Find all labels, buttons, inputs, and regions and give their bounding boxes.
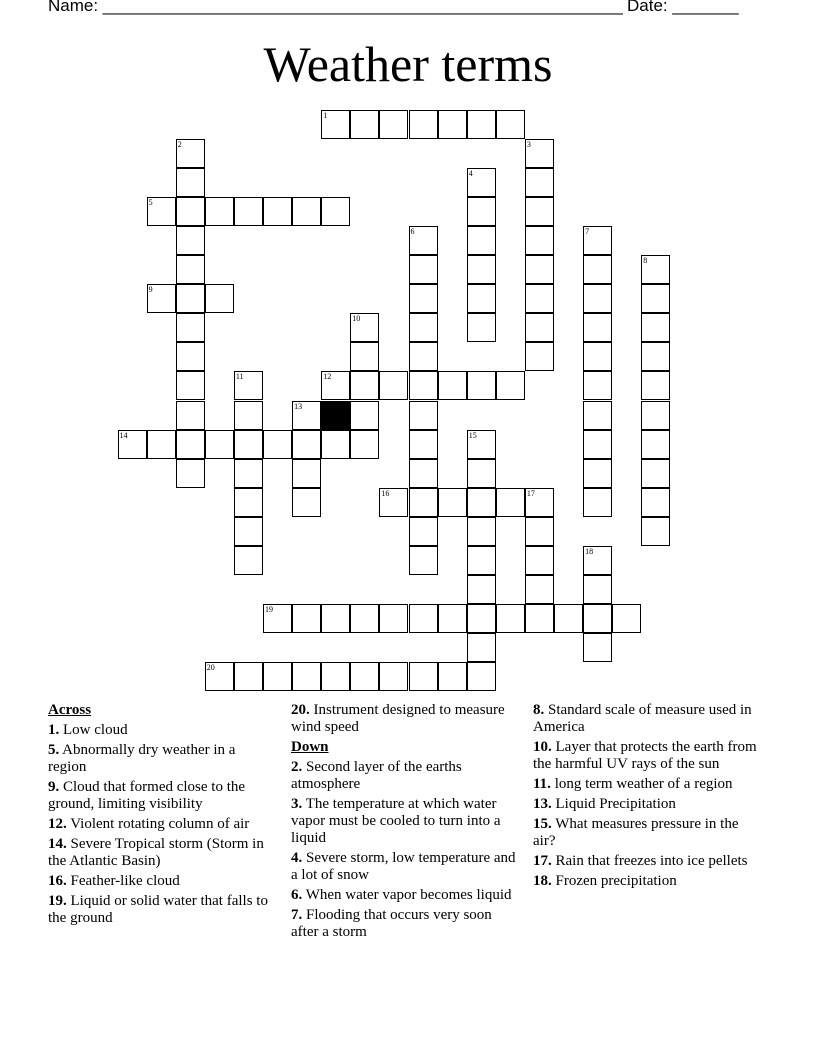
- grid-cell[interactable]: [176, 430, 205, 459]
- clue-text: long term weather of a region: [550, 776, 733, 792]
- grid-cell[interactable]: [467, 488, 496, 517]
- clue-item: [533, 796, 761, 813]
- grid-cell[interactable]: [525, 313, 554, 342]
- clue-text: Severe Tropical storm (Storm in the Atlantic Basin): [48, 836, 264, 869]
- grid-cell[interactable]: [234, 371, 263, 400]
- grid-cell[interactable]: [409, 371, 438, 400]
- clue-number: 19.: [48, 893, 67, 909]
- clue-number: 11.: [533, 776, 551, 792]
- cell-number: 20: [206, 663, 215, 673]
- grid-cell[interactable]: [525, 139, 554, 168]
- cell-number: 8: [643, 256, 648, 265]
- clue-number: 6.: [291, 887, 303, 903]
- grid-cell[interactable]: [321, 371, 350, 400]
- clue-text: Flooding that occurs very soon after a storm: [291, 907, 492, 940]
- clue-number: 1.: [48, 722, 60, 738]
- grid-cell[interactable]: [641, 313, 670, 342]
- grid-cell[interactable]: [525, 546, 554, 575]
- grid-cell[interactable]: [234, 197, 263, 226]
- cell-number: 12: [323, 372, 332, 382]
- grid-cell[interactable]: [496, 110, 525, 139]
- clue-item: [533, 776, 761, 793]
- clue-text: Frozen precipitation: [551, 873, 677, 889]
- grid-cell[interactable]: [438, 110, 467, 139]
- grid-cell[interactable]: [525, 517, 554, 546]
- clue-text: The temperature at which water vapor must be cooled to turn into a liquid: [291, 796, 501, 846]
- grid-cell[interactable]: [379, 488, 408, 517]
- grid-cell[interactable]: [409, 110, 438, 139]
- grid-cell[interactable]: [321, 430, 350, 459]
- clue-item: [48, 873, 276, 890]
- clue-number: 5.: [48, 742, 60, 758]
- grid-cell[interactable]: [350, 371, 379, 400]
- grid-cell[interactable]: [583, 371, 612, 400]
- grid-cell[interactable]: [350, 401, 379, 430]
- clue-item: [533, 702, 761, 736]
- clue-text: Rain that freezes into ice pellets: [551, 853, 748, 869]
- grid-cell[interactable]: [292, 197, 321, 226]
- grid-cell[interactable]: [205, 662, 234, 691]
- clue-text: Cloud that formed close to the ground, limiting visibility: [48, 779, 246, 812]
- clue-number: 10.: [533, 739, 552, 755]
- grid-cell[interactable]: [467, 575, 496, 604]
- cell-number: 17: [526, 488, 535, 498]
- grid-cell[interactable]: [234, 488, 263, 517]
- clue-text: Feather-like cloud: [66, 873, 180, 889]
- grid-cell[interactable]: [641, 488, 670, 517]
- grid-cell[interactable]: [234, 517, 263, 546]
- grid-cell[interactable]: [409, 226, 438, 255]
- grid-cell[interactable]: [496, 604, 525, 633]
- grid-cell[interactable]: [583, 575, 612, 604]
- cell-number: 6: [410, 226, 415, 236]
- grid-cell[interactable]: [467, 226, 496, 255]
- grid-cell[interactable]: [350, 342, 379, 371]
- clue-text: Second layer of the earths atmosphere: [291, 759, 462, 792]
- clue-number: 4.: [291, 850, 303, 866]
- clues-column-1: [48, 702, 276, 930]
- clue-number: 16.: [48, 873, 67, 889]
- grid-cell[interactable]: [409, 313, 438, 342]
- grid-cell[interactable]: [176, 459, 205, 488]
- grid-cell[interactable]: [292, 662, 321, 691]
- grid-cell[interactable]: [292, 604, 321, 633]
- grid-cell[interactable]: [583, 488, 612, 517]
- date-field-label[interactable]: Date: _______: [627, 0, 739, 15]
- grid-cell[interactable]: [641, 284, 670, 313]
- clue-number: 18.: [533, 873, 552, 889]
- grid-cell[interactable]: [379, 662, 408, 691]
- grid-cell[interactable]: [176, 139, 205, 168]
- grid-cell[interactable]: [176, 226, 205, 255]
- grid-cell[interactable]: [438, 371, 467, 400]
- cell-number: 3: [526, 139, 531, 149]
- grid-cell[interactable]: [525, 168, 554, 197]
- cell-number: 2: [177, 139, 182, 149]
- grid-cell[interactable]: [176, 197, 205, 226]
- clue-item: [291, 887, 519, 904]
- cell-number: 4: [468, 168, 473, 178]
- grid-cell[interactable]: [409, 517, 438, 546]
- grid-block: [321, 401, 350, 430]
- cell-number: 14: [119, 430, 128, 440]
- clue-number: 20.: [291, 702, 310, 718]
- grid-cell[interactable]: [176, 255, 205, 284]
- grid-cell[interactable]: [583, 342, 612, 371]
- clue-text: Layer that protects the earth from the harmful UV rays of the sun: [533, 739, 757, 772]
- grid-cell[interactable]: [467, 371, 496, 400]
- grid-cell[interactable]: [554, 604, 583, 633]
- cell-number: 19: [265, 605, 273, 615]
- grid-cell[interactable]: [467, 255, 496, 284]
- grid-cell[interactable]: [379, 604, 408, 633]
- grid-cell[interactable]: [234, 459, 263, 488]
- grid-cell[interactable]: [350, 110, 379, 139]
- clue-number: 12.: [48, 816, 67, 832]
- clue-item: [533, 816, 761, 850]
- grid-cell[interactable]: [583, 459, 612, 488]
- grid-cell[interactable]: [379, 371, 408, 400]
- grid-cell[interactable]: [292, 430, 321, 459]
- grid-cell[interactable]: [583, 604, 612, 633]
- grid-cell[interactable]: [467, 168, 496, 197]
- clue-item: [48, 816, 276, 833]
- clue-text: Severe storm, low temperature and a lot of snow: [291, 850, 516, 883]
- grid-cell[interactable]: [438, 488, 467, 517]
- grid-cell[interactable]: [583, 546, 612, 575]
- clue-number: 2.: [291, 759, 303, 775]
- clue-section-heading: Down: [291, 739, 329, 755]
- grid-cell[interactable]: [379, 110, 408, 139]
- grid-cell[interactable]: [292, 459, 321, 488]
- grid-cell[interactable]: [438, 662, 467, 691]
- clue-item: [291, 796, 519, 847]
- grid-cell[interactable]: [234, 546, 263, 575]
- clue-text: Standard scale of measure used in America: [533, 702, 752, 735]
- grid-cell[interactable]: [147, 284, 176, 313]
- clue-text: Liquid or solid water that falls to the ground: [48, 893, 268, 926]
- clue-item: [48, 779, 276, 813]
- clue-text: When water vapor becomes liquid: [302, 887, 512, 903]
- clue-item: [533, 853, 761, 870]
- clue-item: [48, 722, 276, 739]
- grid-cell[interactable]: [321, 197, 350, 226]
- grid-cell[interactable]: [321, 662, 350, 691]
- clue-number: 15.: [533, 816, 552, 832]
- cell-number: 7: [585, 226, 590, 236]
- grid-cell[interactable]: [641, 517, 670, 546]
- clue-item: [533, 873, 761, 890]
- grid-cell[interactable]: [176, 371, 205, 400]
- cell-number: 18: [585, 547, 594, 556]
- cell-number: 10: [352, 314, 361, 324]
- grid-cell[interactable]: [292, 401, 321, 430]
- grid-cell[interactable]: [467, 604, 496, 633]
- grid-cell[interactable]: [409, 430, 438, 459]
- grid-cell[interactable]: [263, 662, 292, 691]
- grid-cell[interactable]: [525, 604, 554, 633]
- grid-cell[interactable]: [438, 604, 467, 633]
- grid-cell[interactable]: [583, 284, 612, 313]
- grid-cell[interactable]: [409, 546, 438, 575]
- clue-number: 14.: [48, 836, 67, 852]
- grid-cell[interactable]: [263, 430, 292, 459]
- grid-cell[interactable]: [641, 255, 670, 284]
- grid-cell[interactable]: [467, 459, 496, 488]
- grid-cell[interactable]: [263, 197, 292, 226]
- grid-cell[interactable]: [467, 313, 496, 342]
- name-field-label[interactable]: Name: _______________________________________________________: [48, 0, 623, 15]
- grid-cell[interactable]: [467, 284, 496, 313]
- grid-cell[interactable]: [525, 284, 554, 313]
- grid-cell[interactable]: [234, 401, 263, 430]
- cell-number: 5: [148, 197, 153, 207]
- clue-item: [48, 836, 276, 870]
- grid-cell[interactable]: [641, 459, 670, 488]
- clue-item: [48, 893, 276, 927]
- page-title: Weather terms: [263, 36, 553, 92]
- clues-column-2: [291, 702, 519, 944]
- grid-cell[interactable]: [467, 517, 496, 546]
- cell-number: 11: [235, 372, 244, 382]
- clue-item: [48, 742, 276, 776]
- grid-cell[interactable]: [612, 604, 641, 633]
- grid-cell[interactable]: [176, 168, 205, 197]
- grid-cell[interactable]: [583, 313, 612, 342]
- clue-number: 3.: [291, 796, 303, 812]
- clue-text: Low cloud: [59, 722, 128, 738]
- grid-cell[interactable]: [176, 401, 205, 430]
- grid-cell[interactable]: [292, 488, 321, 517]
- grid-cell[interactable]: [583, 633, 612, 662]
- clue-text: Abnormally dry weather in a region: [48, 742, 236, 775]
- cell-number: 9: [148, 285, 153, 295]
- grid-cell[interactable]: [176, 284, 205, 313]
- grid-cell[interactable]: [409, 662, 438, 691]
- grid-cell[interactable]: [467, 662, 496, 691]
- grid-cell[interactable]: [583, 226, 612, 255]
- clues-column-3: [533, 702, 761, 893]
- clue-text: What measures pressure in the air?: [533, 816, 739, 849]
- grid-cell[interactable]: [321, 604, 350, 633]
- clue-text: Violent rotating column of air: [66, 816, 250, 832]
- clue-text: Liquid Precipitation: [551, 796, 676, 812]
- grid-cell[interactable]: [321, 110, 350, 139]
- clue-item: [291, 702, 519, 736]
- grid-cell[interactable]: [350, 430, 379, 459]
- grid-cell[interactable]: [641, 401, 670, 430]
- grid-cell[interactable]: [409, 459, 438, 488]
- grid-cell[interactable]: [409, 401, 438, 430]
- clue-item: [291, 759, 519, 793]
- cell-number: 1: [323, 110, 328, 120]
- grid-cell[interactable]: [496, 488, 525, 517]
- grid-cell[interactable]: [467, 110, 496, 139]
- clue-number: 7.: [291, 907, 303, 923]
- clue-number: 9.: [48, 779, 60, 795]
- grid-cell[interactable]: [409, 284, 438, 313]
- cell-number: 15: [468, 430, 477, 440]
- grid-cell[interactable]: [467, 197, 496, 226]
- grid-cell[interactable]: [583, 255, 612, 284]
- grid-cell[interactable]: [409, 255, 438, 284]
- grid-cell[interactable]: [525, 197, 554, 226]
- grid-cell[interactable]: [350, 313, 379, 342]
- grid-cell[interactable]: [583, 401, 612, 430]
- grid-cell[interactable]: [147, 197, 176, 226]
- grid-cell[interactable]: [525, 342, 554, 371]
- grid-cell[interactable]: [641, 430, 670, 459]
- clue-number: 17.: [533, 853, 552, 869]
- grid-cell[interactable]: [409, 488, 438, 517]
- grid-cell[interactable]: [176, 313, 205, 342]
- grid-cell[interactable]: [263, 604, 292, 633]
- grid-cell[interactable]: [467, 546, 496, 575]
- grid-cell[interactable]: [409, 604, 438, 633]
- grid-cell[interactable]: [350, 662, 379, 691]
- grid-cell[interactable]: [205, 430, 234, 459]
- grid-cell[interactable]: [496, 371, 525, 400]
- grid-cell[interactable]: [350, 604, 379, 633]
- grid-cell[interactable]: [583, 430, 612, 459]
- grid-cell[interactable]: [234, 662, 263, 691]
- grid-cell[interactable]: [525, 488, 554, 517]
- grid-cell[interactable]: [234, 430, 263, 459]
- clue-text: Instrument designed to measure wind speed: [291, 702, 505, 735]
- clue-item: [533, 739, 761, 773]
- clue-number: 8.: [533, 702, 545, 718]
- grid-cell[interactable]: [525, 255, 554, 284]
- grid-cell[interactable]: [525, 226, 554, 255]
- cell-number: 13: [294, 401, 303, 411]
- grid-cell[interactable]: [409, 342, 438, 371]
- grid-cell[interactable]: [641, 371, 670, 400]
- grid-cell[interactable]: [641, 342, 670, 371]
- grid-cell[interactable]: [467, 430, 496, 459]
- grid-cell[interactable]: [205, 284, 234, 313]
- clue-item: [291, 850, 519, 884]
- grid-cell[interactable]: [205, 197, 234, 226]
- clue-number: 13.: [533, 796, 552, 812]
- grid-cell[interactable]: [147, 430, 176, 459]
- grid-cell[interactable]: [176, 342, 205, 371]
- clue-item: [291, 907, 519, 941]
- cell-number: 16: [381, 488, 390, 498]
- grid-cell[interactable]: [118, 430, 147, 459]
- grid-cell[interactable]: [467, 633, 496, 662]
- grid-cell[interactable]: [525, 575, 554, 604]
- clue-section-heading: Across: [48, 702, 92, 718]
